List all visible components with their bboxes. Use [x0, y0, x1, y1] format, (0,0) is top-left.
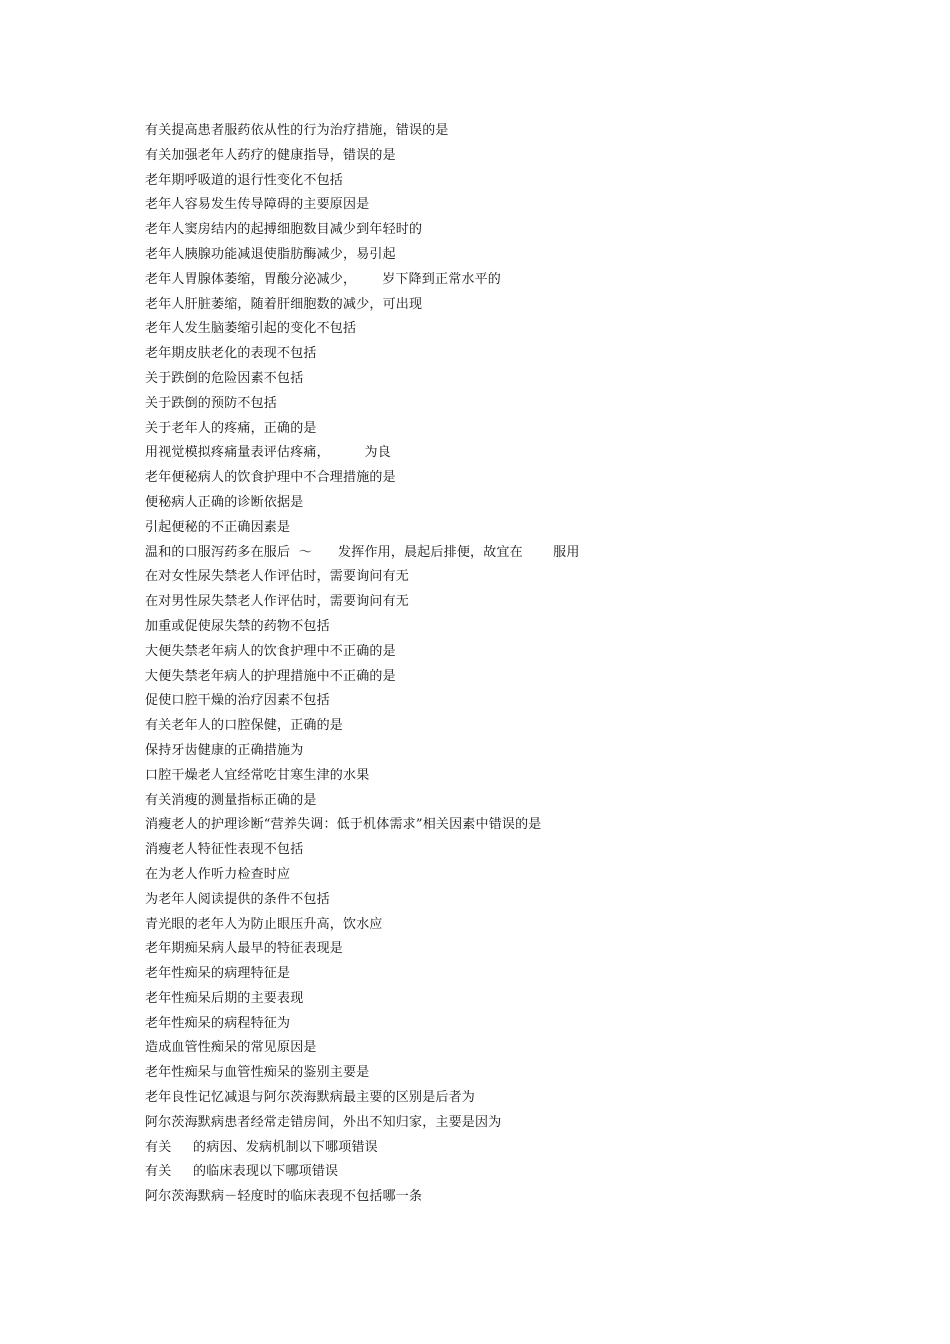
question-line: 大便失禁老年病人的护理措施中不正确的是	[145, 668, 396, 684]
question-line: 老年人肝脏萎缩，随着肝细胞数的减少，可出现	[145, 296, 423, 312]
question-line: 有关提高患者服药依从性的行为治疗措施，错误的是	[145, 123, 449, 138]
question-line: 引起便秘的不正确因素是	[145, 519, 291, 535]
question-line: 促使口腔干燥的治疗因素不包括	[145, 693, 330, 709]
question-line: 老年人发生脑萎缩引起的变化不包括	[145, 321, 357, 337]
question-line: 老年人窦房结内的起搏细胞数目减少到年轻时的	[145, 222, 423, 238]
question-line: 阿尔茨海默病－轻度时的临床表现不包括哪一条	[145, 1189, 423, 1205]
question-line: 有关老年人的口腔保健，正确的是	[145, 718, 344, 734]
question-line: 有关 的临床表现以下哪项错误	[145, 1164, 339, 1180]
question-line: 老年性痴呆与血管性痴呆的鉴别主要是	[145, 1065, 370, 1081]
question-line: 加重或促使尿失禁的药物不包括	[145, 618, 330, 634]
question-line: 有关消瘦的测量指标正确的是	[145, 792, 317, 808]
question-line: 消瘦老人的护理诊断“营养失调：低于机体需求”相关因素中错误的是	[145, 817, 542, 833]
question-line: 温和的口服泻药多在服后 ～ 发挥作用，晨起后排便，故宜在 服用	[145, 544, 580, 560]
question-line: 老年性痴呆的病理特征是	[145, 966, 291, 982]
question-list	[145, 119, 865, 1210]
question-line: 老年便秘病人的饮食护理中不合理措施的是	[145, 470, 396, 486]
question-line: 老年人容易发生传导障碍的主要原因是	[145, 197, 370, 213]
question-line: 老年性痴呆的病程特征为	[145, 1015, 291, 1031]
question-line: 关于老年人的疼痛，正确的是	[145, 420, 317, 436]
question-line: 老年期皮肤老化的表现不包括	[145, 346, 317, 362]
question-line: 在对男性尿失禁老人作评估时，需要询问有无	[145, 594, 410, 610]
question-line: 老年性痴呆后期的主要表现	[145, 990, 304, 1006]
question-line: 老年期呼吸道的退行性变化不包括	[145, 172, 344, 188]
question-line: 有关加强老年人药疗的健康指导，错误的是	[145, 147, 396, 163]
question-line: 口腔干燥老人宜经常吃甘寒生津的水果	[145, 767, 370, 783]
question-line: 消瘦老人特征性表现不包括	[145, 842, 304, 858]
question-line: 老年良性记忆减退与阿尔茨海默病最主要的区别是后者为	[145, 1090, 476, 1106]
question-line: 老年期痴呆病人最早的特征表现是	[145, 941, 344, 957]
question-line: 关于跌倒的危险因素不包括	[145, 370, 304, 386]
question-line: 青光眼的老年人为防止眼压升高，饮水应	[145, 916, 383, 932]
question-line: 保持牙齿健康的正确措施为	[145, 742, 304, 758]
question-line: 便秘病人正确的诊断依据是	[145, 494, 304, 510]
question-line: 老年人胰腺功能减退使脂肪酶减少，易引起	[145, 246, 396, 262]
question-line: 阿尔茨海默病患者经常走错房间，外出不知归家，主要是因为	[145, 1114, 502, 1130]
question-line: 为老年人阅读提供的条件不包括	[145, 891, 330, 907]
question-line: 在为老人作听力检查时应	[145, 866, 291, 882]
question-line: 在对女性尿失禁老人作评估时，需要询问有无	[145, 569, 410, 585]
question-line: 大便失禁老年病人的饮食护理中不正确的是	[145, 643, 396, 659]
question-line: 关于跌倒的预防不包括	[145, 395, 278, 411]
question-line: 有关 的病因、发病机制以下哪项错误	[145, 1139, 378, 1155]
question-line: 老年人胃腺体萎缩，胃酸分泌减少， 岁下降到正常水平的	[145, 271, 501, 287]
question-line: 造成血管性痴呆的常见原因是	[145, 1040, 317, 1056]
question-line: 用视觉模拟疼痛量表评估疼痛， 为良	[145, 445, 391, 461]
